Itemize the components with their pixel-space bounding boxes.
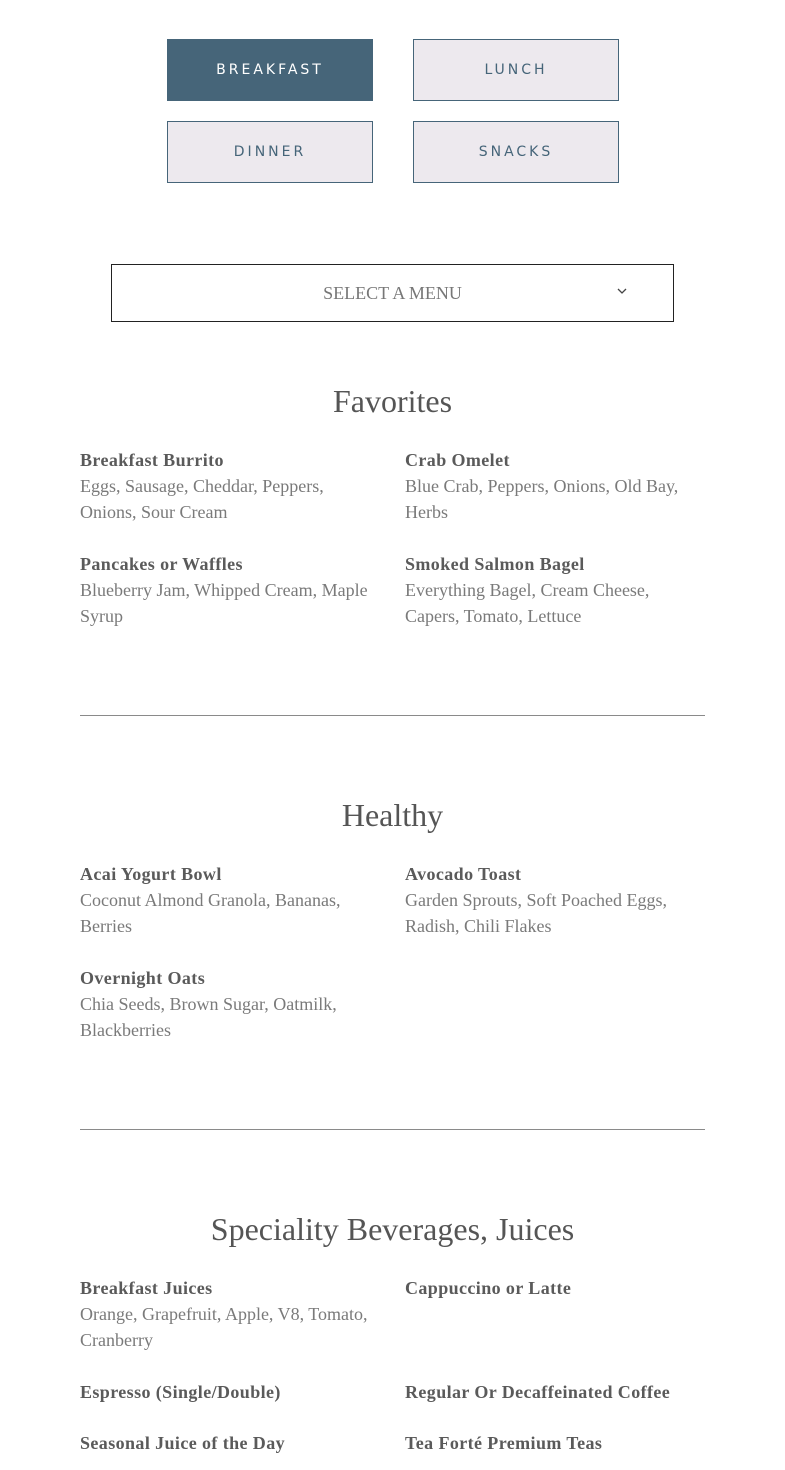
section-title-favorites: Favorites — [332, 383, 453, 419]
tab-snacks[interactable]: SNACKS — [413, 121, 619, 183]
menu-item — [80, 965, 380, 1043]
menu-item-description: Chia Seeds, Brown Sugar, Oatmilk, Blackberries — [80, 994, 337, 1040]
menu-item — [405, 1379, 735, 1405]
menu-item-description: Orange, Grapefruit, Apple, V8, Tomato, Cranberry — [80, 1304, 368, 1350]
menu-item-description: Everything Bagel, Cream Cheese, Capers, Tomato, Lettuce — [405, 580, 650, 626]
menu-select-label: SELECT A MENU — [323, 282, 462, 303]
menu-item-name: Acai Yogurt Bowl — [80, 864, 222, 884]
menu-item-name: Breakfast Burrito — [80, 450, 224, 470]
menu-item — [405, 1430, 705, 1456]
section-title-beverages: Speciality Beverages, Juices — [210, 1211, 575, 1247]
chevron-down-icon — [615, 284, 629, 298]
menu-item-name: Breakfast Juices — [80, 1278, 213, 1298]
menu-item-name: Seasonal Juice of the Day — [80, 1433, 285, 1453]
menu-item-description: Blueberry Jam, Whipped Cream, Maple Syrup — [80, 580, 368, 626]
section-divider — [80, 715, 705, 716]
menu-item — [80, 1430, 380, 1456]
menu-item-name: Avocado Toast — [405, 864, 522, 884]
section-title-healthy: Healthy — [341, 797, 444, 833]
menu-item-name: Overnight Oats — [80, 968, 206, 988]
menu-item-description: Eggs, Sausage, Cheddar, Peppers, Onions, Sour Cream — [80, 476, 324, 522]
section-divider — [80, 1129, 705, 1130]
menu-item-name: Regular Or Decaffeinated Coffee — [405, 1382, 671, 1402]
menu-item — [405, 861, 705, 939]
menu-item — [405, 447, 705, 525]
tab-lunch[interactable]: LUNCH — [413, 39, 619, 101]
menu-item — [80, 1379, 380, 1405]
menu-item — [405, 551, 705, 629]
menu-item-name: Tea Forté Premium Teas — [405, 1433, 603, 1453]
menu-select[interactable] — [111, 264, 674, 322]
menu-item — [405, 1275, 705, 1301]
menu-item — [80, 861, 380, 939]
tab-breakfast[interactable]: BREAKFAST — [167, 39, 373, 101]
menu-item-name: Crab Omelet — [405, 450, 510, 470]
menu-item-description: Coconut Almond Granola, Bananas, Berries — [80, 890, 341, 936]
tab-dinner[interactable]: DINNER — [167, 121, 373, 183]
menu-item — [80, 1275, 380, 1353]
menu-item — [80, 447, 380, 525]
menu-item-description: Blue Crab, Peppers, Onions, Old Bay, Herbs — [405, 476, 679, 522]
menu-item-name: Pancakes or Waffles — [80, 554, 243, 574]
menu-item-name: Smoked Salmon Bagel — [405, 554, 585, 574]
menu-item — [80, 551, 380, 629]
menu-item-name: Cappuccino or Latte — [405, 1278, 572, 1298]
menu-item-description: Garden Sprouts, Soft Poached Eggs, Radish, Chili Flakes — [405, 890, 667, 936]
menu-item-name: Espresso (Single/Double) — [80, 1382, 281, 1402]
